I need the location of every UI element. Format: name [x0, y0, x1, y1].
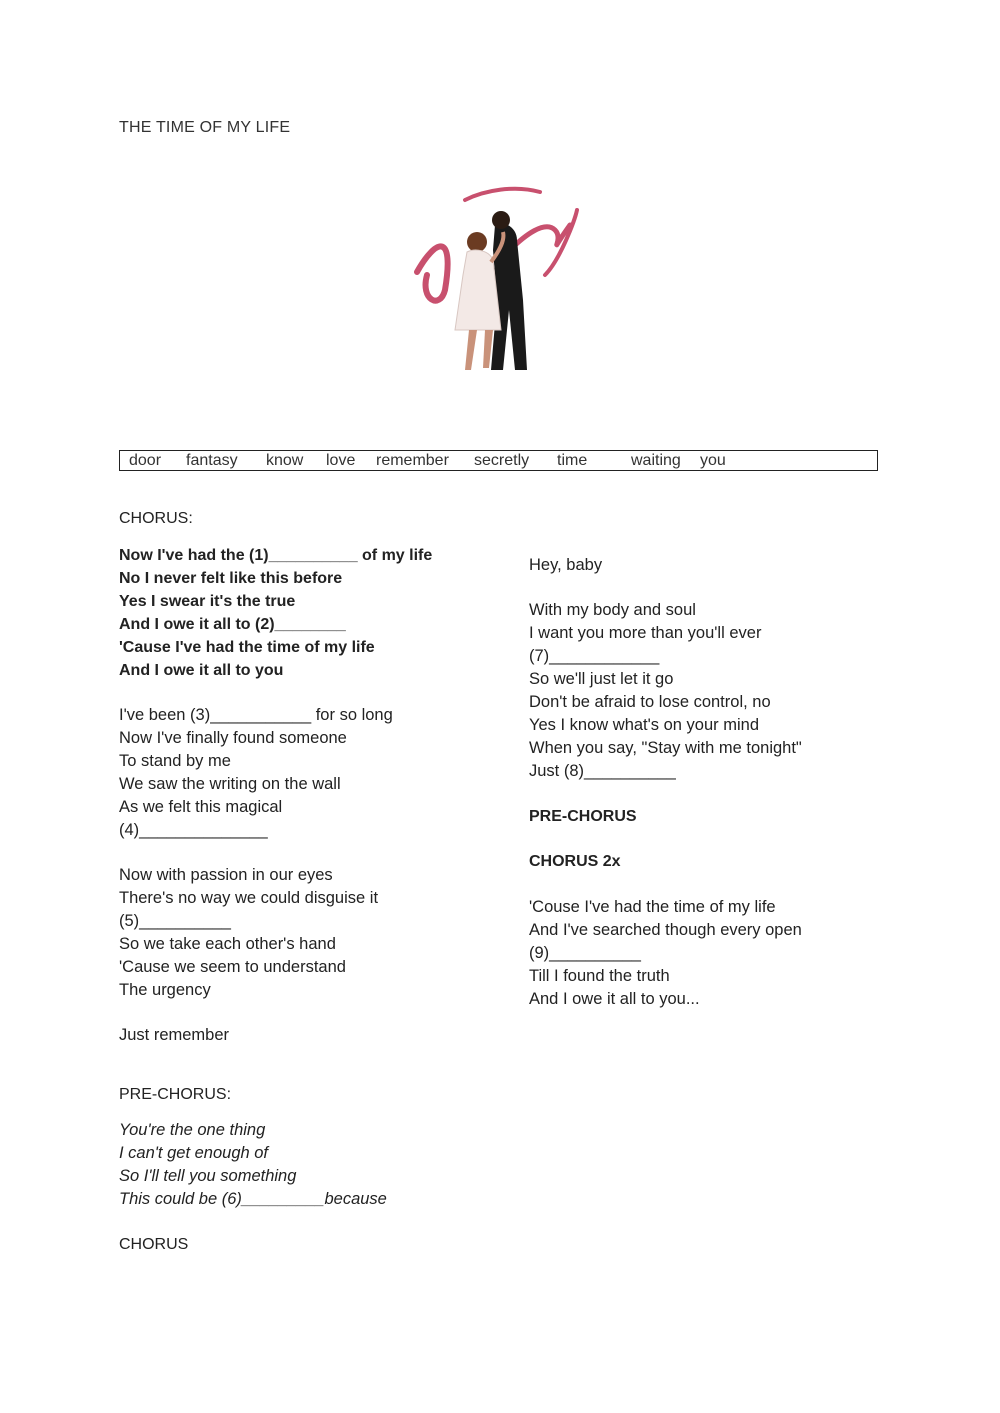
prechorus-ref: PRE-CHORUS — [529, 808, 637, 825]
lyric-line: And I owe it all to (2)________ — [119, 616, 346, 633]
lyric-line: And I owe it all to you... — [529, 990, 700, 1008]
word-bank-item: time — [557, 452, 588, 469]
lyric-line: 'Couse I've had the time of my life — [529, 898, 776, 916]
lyric-line: No I never felt like this before — [119, 570, 343, 587]
chorus-heading: CHORUS: — [119, 510, 193, 527]
lyric-line: Now I've had the (1)__________ of my life — [119, 547, 433, 564]
lyric-line: So I'll tell you something — [119, 1167, 297, 1185]
lyric-line: I want you more than you'll ever — [529, 624, 762, 642]
lyric-line: 'Cause I've had the time of my life — [119, 639, 375, 656]
word-bank-item: fantasy — [186, 452, 238, 469]
page-title: THE TIME OF MY LIFE — [119, 119, 291, 136]
lyric-line: 'Cause we seem to understand — [119, 958, 346, 976]
lyric-line: (9)__________ — [529, 944, 641, 962]
word-bank-item: know — [266, 452, 304, 469]
verse-3 — [529, 599, 802, 783]
word-bank-item: secretly — [474, 452, 530, 469]
lyric-line: I've been (3)___________ for so long — [119, 706, 393, 724]
prechorus-heading: PRE-CHORUS: — [119, 1086, 232, 1103]
prechorus-lines — [119, 1119, 387, 1211]
lyric-line: With my body and soul — [529, 601, 696, 619]
lyric-line: The urgency — [119, 981, 211, 999]
verse-1 — [119, 704, 393, 842]
word-bank-item: you — [700, 452, 726, 469]
just-remember: Just remember — [119, 1026, 230, 1044]
lyric-line: And I owe it all to you — [119, 662, 284, 679]
verse-2 — [119, 864, 378, 1002]
hey-baby-line: Hey, baby — [529, 556, 603, 574]
lyric-line: Now with passion in our eyes — [119, 866, 333, 884]
lyric-line: Just (8)__________ — [529, 762, 676, 780]
word-bank-item: love — [326, 452, 356, 469]
lyric-line: There's no way we could disguise it — [119, 889, 379, 907]
lyric-line: And I've searched though every open — [529, 921, 802, 939]
lyric-line: Now I've finally found someone — [119, 729, 347, 747]
lyric-line: You're the one thing — [119, 1121, 266, 1139]
lyric-line: Yes I swear it's the true — [119, 593, 296, 610]
lyric-line: Don't be afraid to lose control, no — [529, 693, 771, 711]
lyric-line: I can't get enough of — [119, 1144, 269, 1162]
chorus-end-heading: CHORUS — [119, 1236, 189, 1253]
lyric-line: Yes I know what's on your mind — [529, 716, 759, 734]
lyric-line: (4)______________ — [119, 821, 268, 839]
lyric-line: Till I found the truth — [529, 967, 670, 985]
lyric-line: So we'll just let it go — [529, 670, 674, 688]
chorus-lines — [119, 544, 432, 682]
lyric-line: This could be (6)_________because — [119, 1190, 387, 1208]
dirty-dancing-poster — [405, 180, 585, 380]
word-bank-box — [119, 450, 878, 471]
lyric-line: When you say, "Stay with me tonight" — [529, 739, 802, 757]
word-bank-item: door — [129, 452, 162, 469]
poster-illustration — [405, 180, 585, 380]
word-bank-item: waiting — [631, 452, 681, 469]
lyric-line: So we take each other's hand — [119, 935, 336, 953]
lyric-line: We saw the writing on the wall — [119, 775, 341, 793]
lyric-line: To stand by me — [119, 752, 231, 770]
chorus-2x-ref: CHORUS 2x — [529, 853, 621, 870]
outro — [529, 896, 802, 1011]
lyric-line: (7)____________ — [529, 647, 660, 665]
lyric-line: As we felt this magical — [119, 798, 283, 816]
lyric-line: (5)__________ — [119, 912, 231, 930]
word-bank-item: remember — [376, 452, 449, 469]
